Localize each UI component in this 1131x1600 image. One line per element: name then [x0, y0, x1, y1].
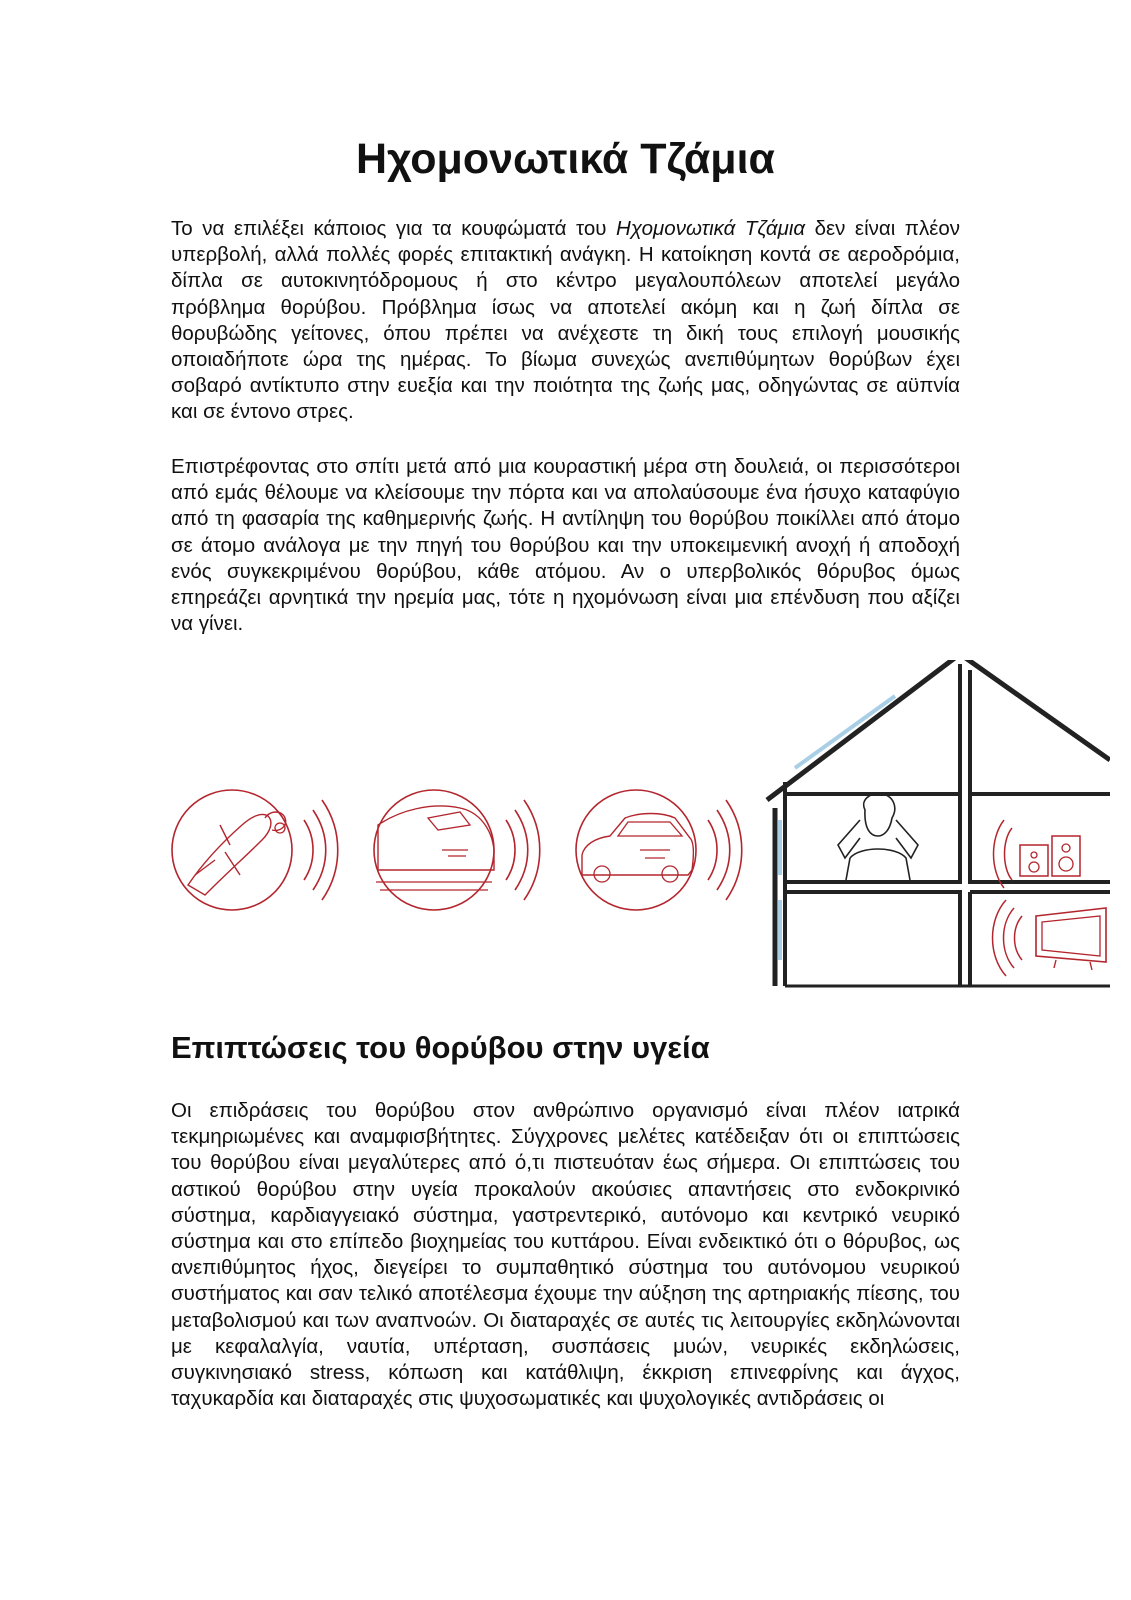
intro-emphasis: Ηχομονωτικά Τζάμια — [616, 217, 806, 240]
page-title: Ηχομονωτικά Τζάμια — [356, 135, 775, 183]
intro-text-start: Το να επιλέξει κάποιος για τα κουφώματά του — [171, 217, 617, 240]
speakers-icon — [1020, 836, 1080, 876]
intro-text-end: δεν είναι πλέον υπερβολή, αλλά πολλές φορές επιτακτική ανάγκη. Η κατοίκηση κοντά σε αεροδρόμια, δίπλα σε αυτοκινητόδρομους ή στο κέντρο μεγαλουπόλεων αποτελεί μεγάλο πρόβλημα θορύβου. Πρόβλημα ίσως να αποτελεί ακόμη και η ζωή δίπλα σε θορυβώδης γείτονες, όπου πρέπει να ανέχεστε τη δική τους επιλογή μουσικής οποιαδήποτε ώρα της ημέρας. Το βίωμα συνεχώς ανεπιθύμητων θορύβων έχει σοβαρό αντίκτυπο στην ευεξία και την ποιότητα της ζωής μας, οδηγώντας σε αϋπνία και σε έντονο στρες. — [171, 217, 960, 424]
train-icon — [374, 790, 494, 910]
sound-waves-icon — [708, 800, 742, 900]
television-icon — [1036, 908, 1106, 970]
sound-waves-icon — [304, 800, 338, 900]
health-paragraph: Οι επιδράσεις του θορύβου στον ανθρώπινο οργανισμό είναι πλέον ιατρικά τεκμηριωμένες και αναμφισβήτητες. Σύγχρονες μελέτες κατέδειξαν ότι οι επιπτώσεις του θορύβου είναι μεγαλύτερες από ό,τι πιστευόταν έως σήμερα. Οι επιπτώσεις του αστικού θορύβου στην υγεία προκαλούν ακούσιες απαντήσεις στο ενδοκρινικό σύστημα, καρδιαγγειακό σύστημα, γαστρεντερικό, αυτόνομο και κεντρικό νευρικό σύστημα και στο επίπεδο βιοχημείας του κυττάρου. Είναι ενδεικτικό ότι ο θόρυβος, ως ανεπιθύμητος ήχος, διεγείρει το συμπαθητικό σύστημα του αυτόνομου νευρικού συστήματος και σαν τελικό αποτέλεσμα έχουμε την αύξηση της αρτηριακής πίεσης, του μεταβολισμού και των αναπνοών. Οι διαταραχές σε αυτές τις λειτουργίες εκδηλώνονται με κεφαλαλγία, ναυτία, υπέρταση, συσπάσεις μυών, νευρικές εκδηλώσεις, συγκινησιακό stress, κόπωση και κατάθλιψη, έκκριση επινεφρίνης και άγχος, ταχυκαρδία και διαταραχές στις ψυχοσωματικές και ψυχολογικές αντιδράσεις οι — [171, 1099, 960, 1411]
intro-paragraph-2: Επιστρέφοντας στο σπίτι μετά από μια κουραστική μέρα στη δουλειά, οι περισσότεροι από εμάς θέλουμε να κλείσουμε την πόρτα και να απολαύσουμε ένα ήσυχο καταφύγιο από τη φασαρία της καθημερινής ζωής. Η αντίληψη του θορύβου ποικίλλει από άτομο σε άτομο ανάλογα με την πηγή του θορύβου και την υποκειμενική ανοχή ή αποδοχή ενός συγκεκριμένου θορύβου, κάθε ατόμου. Αν ο υπερβολικός θόρυβος όμως επηρεάζει αρνητικά την ηρεμία μας, τότε η ηχομόνωση είναι μια επένδυση που αξίζει να γίνει. — [171, 455, 960, 636]
airplane-icon — [172, 790, 292, 910]
car-icon — [576, 790, 696, 910]
section-heading: Επιπτώσεις του θορύβου στην υγεία — [171, 1030, 710, 1065]
sound-waves-icon — [993, 900, 1023, 976]
person-covering-ears-icon — [838, 794, 918, 880]
sound-waves-icon — [994, 820, 1013, 888]
noise-sources-illustration — [170, 660, 1110, 990]
house-icon — [767, 660, 1110, 986]
sound-waves-icon — [506, 800, 540, 900]
intro-paragraph-1 — [171, 216, 960, 426]
